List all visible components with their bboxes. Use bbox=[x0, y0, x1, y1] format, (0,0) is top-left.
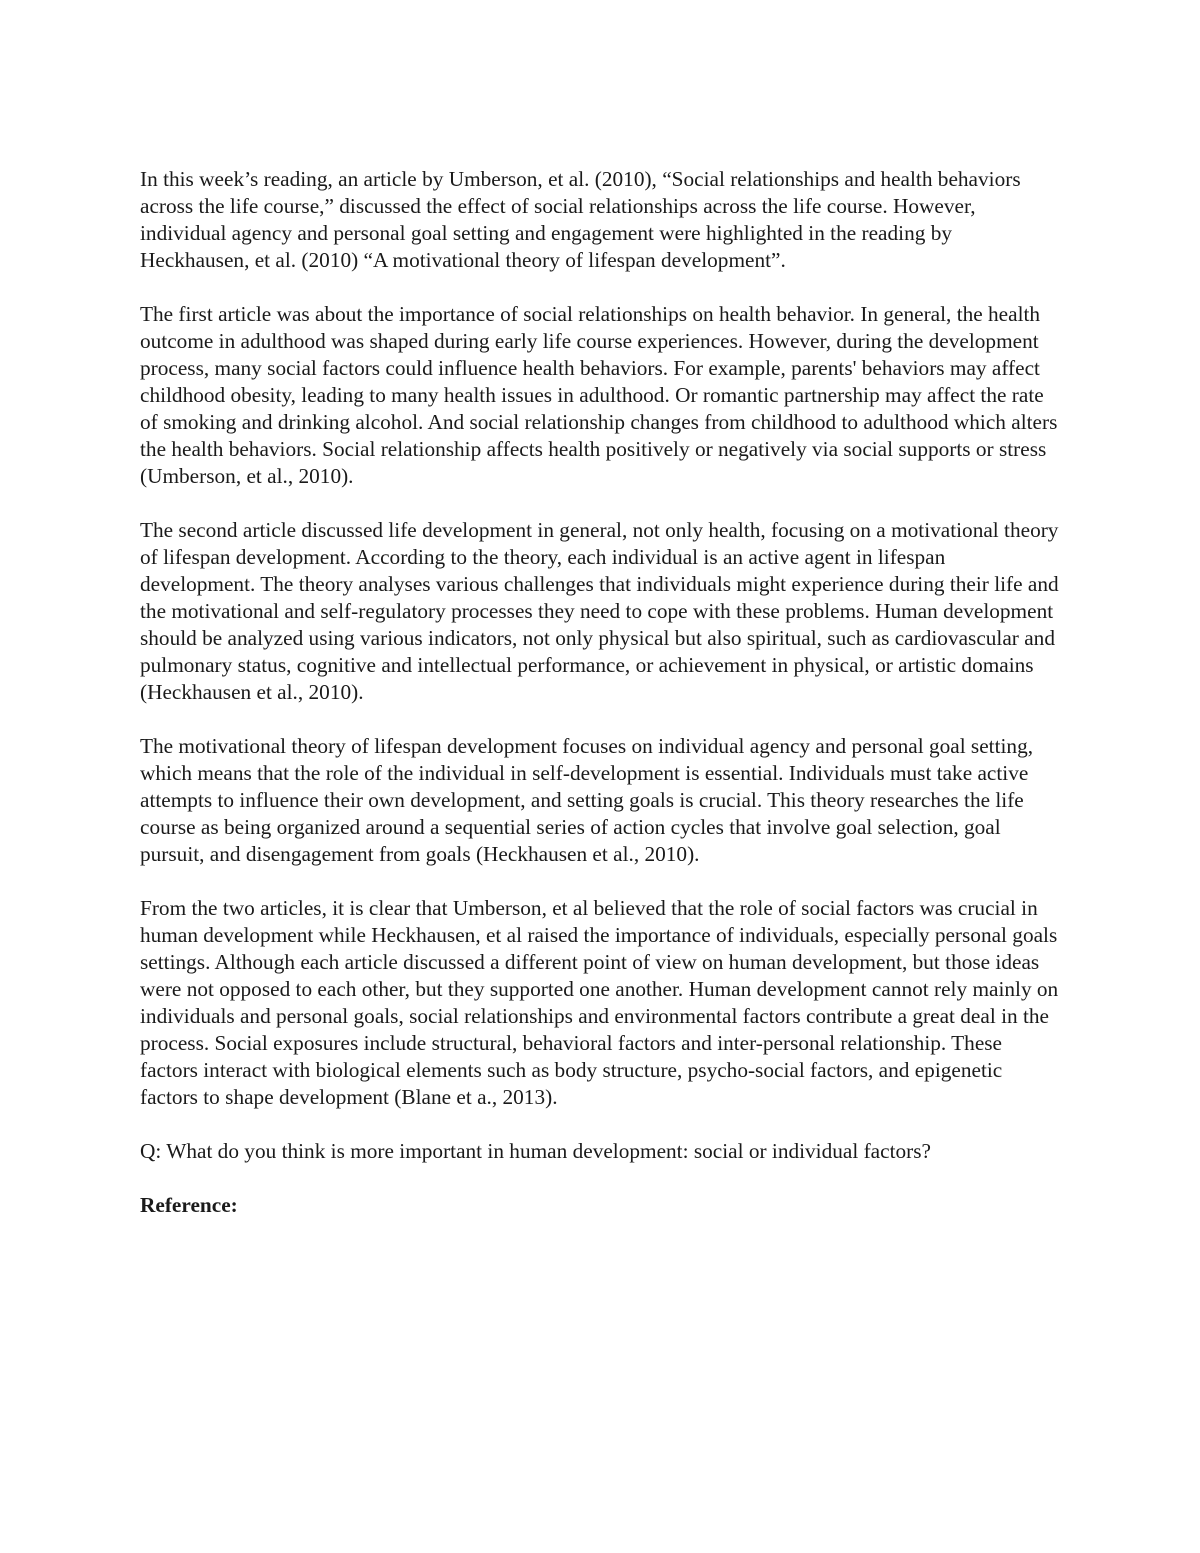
paragraph-motivational-theory: The motivational theory of lifespan development focuses on individual agency and personal goal setting, which means that the role of the individual in self-development is essential. Individuals must take active attempts to influence their own development, and setting goals is crucial. This theory researches the life course as being organized around a sequential series of action cycles that involve goal selection, goal pursuit, and disengagement from goals (Heckhausen et al., 2010). bbox=[140, 734, 1034, 866]
discussion-question: Q: What do you think is more important in human development: social or individual factors? bbox=[140, 1139, 931, 1163]
reference-heading: Reference: bbox=[140, 1193, 238, 1217]
document-body bbox=[140, 166, 1065, 1219]
paragraph-conclusion: From the two articles, it is clear that Umberson, et al believed that the role of social factors was crucial in human development while Heckhausen, et al raised the importance of individuals, especially personal goals settings. Although each article discussed a different point of view on human development, but those ideas were not opposed to each other, but they supported one another. Human development cannot rely mainly on individuals and personal goals, social relationships and environmental factors contribute a great deal in the process. Social exposures include structural, behavioral factors and inter-personal relationship. These factors interact with biological elements such as body structure, psycho-social factors, and epigenetic factors to shape development (Blane et a., 2013). bbox=[140, 896, 1059, 1109]
paragraph-second-article: The second article discussed life development in general, not only health, focusing on a motivational theory of lifespan development. According to the theory, each individual is an active agent in lifespan development. The theory analyses various challenges that individuals might experience during their life and the motivational and self-regulatory processes they need to cope with these problems. Human development should be analyzed using various indicators, not only physical but also spiritual, such as cardiovascular and pulmonary status, cognitive and intellectual performance, or achievement in physical, or artistic domains (Heckhausen et al., 2010). bbox=[140, 518, 1059, 704]
paragraph-first-article: The first article was about the importance of social relationships on health behavior. In general, the health outcome in adulthood was shaped during early life course experiences. However, during the development process, many social factors could influence health behaviors. For example, parents' behaviors may affect childhood obesity, leading to many health issues in adulthood. Or romantic partnership may affect the rate of smoking and drinking alcohol. And social relationship changes from childhood to adulthood which alters the health behaviors. Social relationship affects health positively or negatively via social supports or stress (Umberson, et al., 2010). bbox=[140, 302, 1058, 488]
paragraph-intro: In this week’s reading, an article by Umberson, et al. (2010), “Social relationships and health behaviors across the life course,” discussed the effect of social relationships across the life course. However, individual agency and personal goal setting and engagement were highlighted in the reading by Heckhausen, et al. (2010) “A motivational theory of lifespan development”. bbox=[140, 167, 1021, 272]
